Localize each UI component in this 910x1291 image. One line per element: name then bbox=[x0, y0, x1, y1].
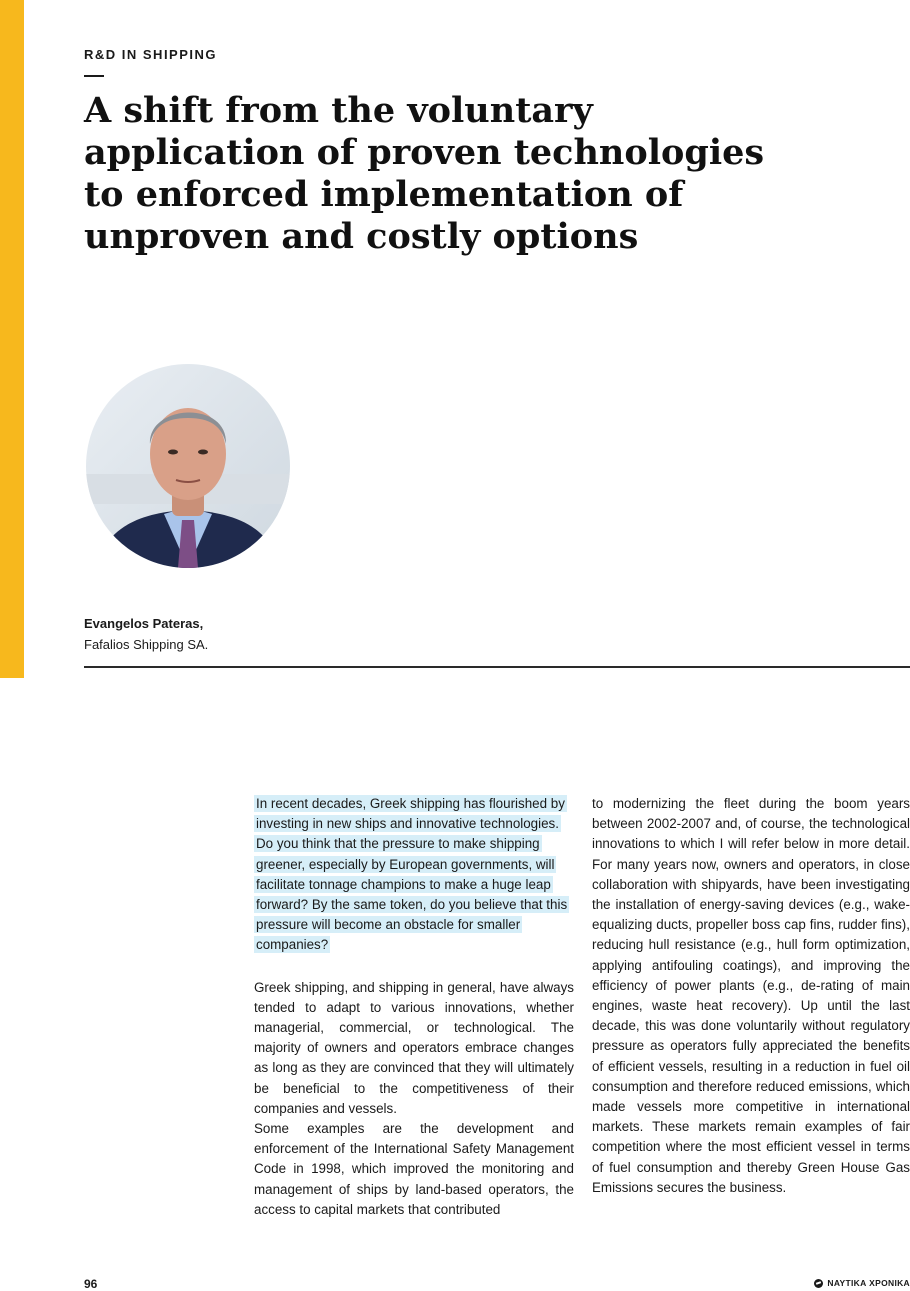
author-name: Evangelos Pateras, bbox=[84, 616, 204, 631]
accent-bar bbox=[0, 0, 24, 678]
footer-brand bbox=[814, 1278, 910, 1288]
author-company: Fafalios Shipping SA. bbox=[84, 637, 209, 652]
question-highlight: In recent decades, Greek shipping has flourished by investing in new ships and innovative technologies. Do you think that the pressure to make shipping greener, especially by European governments, will facilitate tonnage champions to make a huge leap forward? By the same token, do you believe that this pressure will become an obstacle for smaller companies? bbox=[256, 796, 568, 953]
section-divider bbox=[84, 666, 910, 668]
brand-name: ΝΑΥΤΙΚΑ ΧΡΟΝΙΚΑ bbox=[827, 1278, 910, 1288]
section-dash bbox=[84, 75, 104, 77]
headline: A shift from the voluntary application of proven technologies to enforced implementation of unproven and costly options bbox=[84, 90, 765, 257]
interview-question bbox=[254, 794, 574, 956]
answer-paragraph-3: to modernizing the fleet during the boom years between 2002-2007 and, of course, the technological innovations to which I will refer below in more detail. For many years now, owners and operators, in close collaboration with shipyards, have been investigating the installation of energy-saving devices (e.g., wake-equalizing ducts, propeller boss cap fins, rudder fins), reducing hull resistance (e.g., hull form optimization, applying antifouling coatings), and improving the efficiency of power plants (e.g., de-rating of main engines, waste heat recovery). Up until the last decade, this was done voluntarily without regulatory pressure as operators fully appreciated the benefits of efficient vessels, resulting in a reduction in fuel oil consumption and therefore reduced emissions, which made vessels more competitive in international markets. These markets remain examples of fair competition where the most efficient vessel in terms of fuel consumption and thereby Green House Gas Emissions secures the business. bbox=[592, 796, 910, 1195]
article-column-left bbox=[254, 794, 574, 1220]
section-label: R&D IN SHIPPING bbox=[84, 47, 218, 62]
author-portrait bbox=[86, 364, 290, 568]
answer-paragraph-1: Greek shipping, and shipping in general, have always tended to adapt to various innovations, whether managerial, commercial, or technological. The majority of owners and operators embrace changes as long as they are convinced that they will ultimately be beneficial to the competitiveness of their companies and vessels. bbox=[254, 979, 574, 1116]
article-column-right bbox=[592, 794, 910, 1198]
page-number: 96 bbox=[84, 1277, 98, 1291]
answer-paragraph-2: Some examples are the development and enforcement of the International Safety Management Code in 1998, which improved the monitoring and management of ships by land-based operators, the access to capital markets that contributed bbox=[254, 1121, 574, 1217]
brand-logo-icon bbox=[814, 1279, 823, 1288]
portrait-photo-icon bbox=[86, 364, 290, 568]
